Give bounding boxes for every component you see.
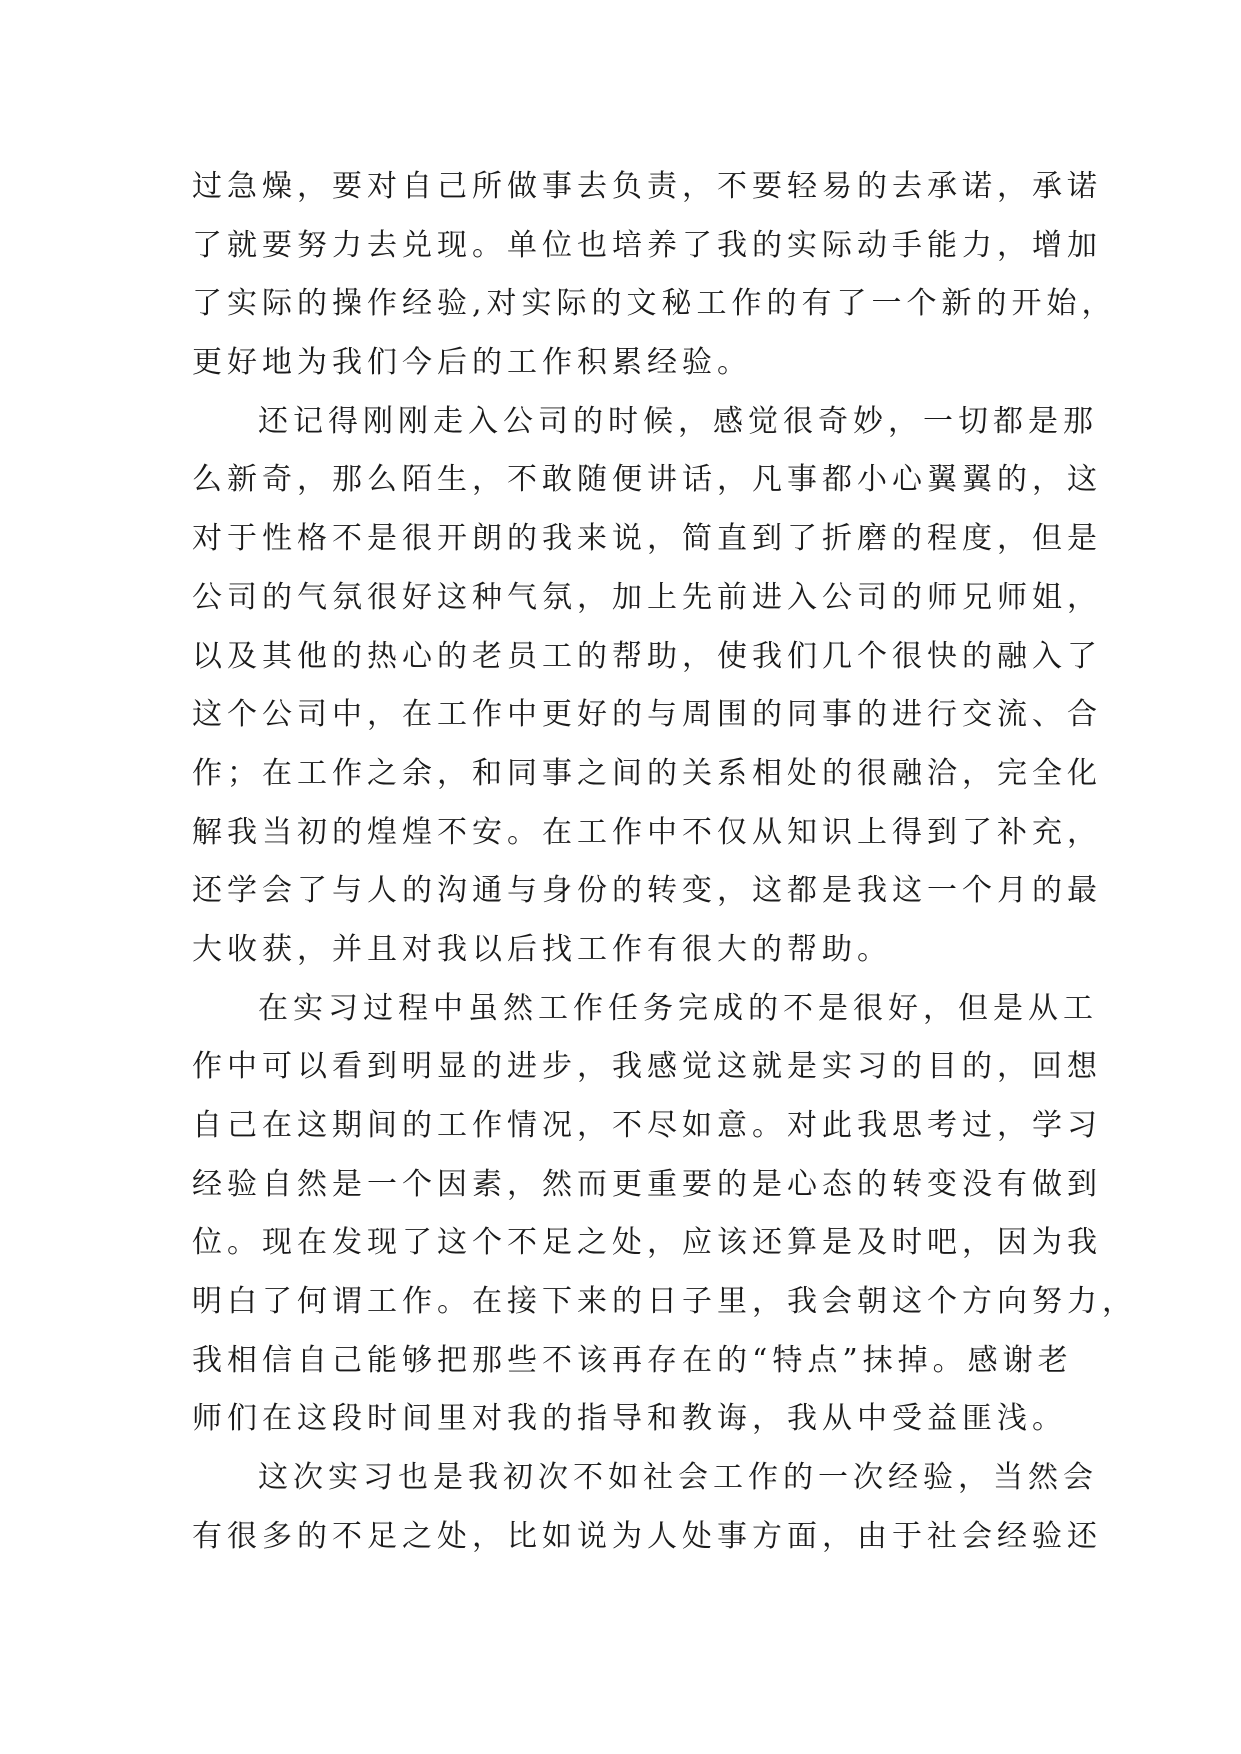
text-line: 有很多的不足之处，比如说为人处事方面，由于社会经验还 xyxy=(192,1518,1102,1554)
text-line: 经验自然是一个因素，然而更重要的是心态的转变没有做到 xyxy=(192,1166,1102,1202)
text-line: 么新奇，那么陌生，不敢随便讲话，凡事都小心翼翼的，这 xyxy=(192,462,1102,498)
text-line: 我相信自己能够把那些不该再存在的“特点”抹掉。感谢老 xyxy=(192,1342,1073,1378)
text-line: 位。现在发现了这个不足之处，应该还算是及时吧，因为我 xyxy=(192,1225,1102,1261)
text-line: 公司的气氛很好这种气氛，加上先前进入公司的师兄师姐， xyxy=(192,579,1102,615)
text-line: 解我当初的煌煌不安。在工作中不仅从知识上得到了补充， xyxy=(192,814,1102,850)
text-line: 这个公司中，在工作中更好的与周围的同事的进行交流、合 xyxy=(192,697,1102,733)
text-line: 作；在工作之余，和同事之间的关系相处的很融洽，完全化 xyxy=(192,755,1102,791)
text-line: 过急燥，要对自己所做事去负责，不要轻易的去承诺，承诺 xyxy=(192,169,1102,204)
text-line: 更好地为我们今后的工作积累经验。 xyxy=(192,345,752,381)
text-line: 明白了何谓工作。在接下来的日子里，我会朝这个方向努力， xyxy=(192,1284,1137,1320)
paragraph-start-line: 在实习过程中虽然工作任务完成的不是很好，但是从工 xyxy=(258,990,1098,1026)
paragraph-start-line: 还记得刚刚走入公司的时候，感觉很奇妙，一切都是那 xyxy=(258,403,1098,439)
text-line: 自己在这期间的工作情况，不尽如意。对此我思考过，学习 xyxy=(192,1108,1102,1143)
text-line: 大收获，并且对我以后找工作有很大的帮助。 xyxy=(192,931,892,967)
text-line: 了就要努力去兑现。单位也培养了我的实际动手能力，增加 xyxy=(192,227,1102,263)
text-line: 了实际的操作经验,对实际的文秘工作的有了一个新的开始， xyxy=(192,286,1117,322)
paragraph-start-line: 这次实习也是我初次不如社会工作的一次经验，当然会 xyxy=(258,1460,1098,1496)
text-line: 作中可以看到明显的进步，我感觉这就是实习的目的，回想 xyxy=(192,1049,1102,1085)
body-text xyxy=(192,158,1137,1567)
text-line: 以及其他的热心的老员工的帮助，使我们几个很快的融入了 xyxy=(192,638,1102,674)
text-line: 对于性格不是很开朗的我来说，简直到了折磨的程度，但是 xyxy=(192,521,1102,557)
text-line: 师们在这段时间里对我的指导和教诲，我从中受益匪浅。 xyxy=(192,1401,1067,1437)
text-line: 还学会了与人的沟通与身份的转变，这都是我这一个月的最 xyxy=(192,873,1102,909)
